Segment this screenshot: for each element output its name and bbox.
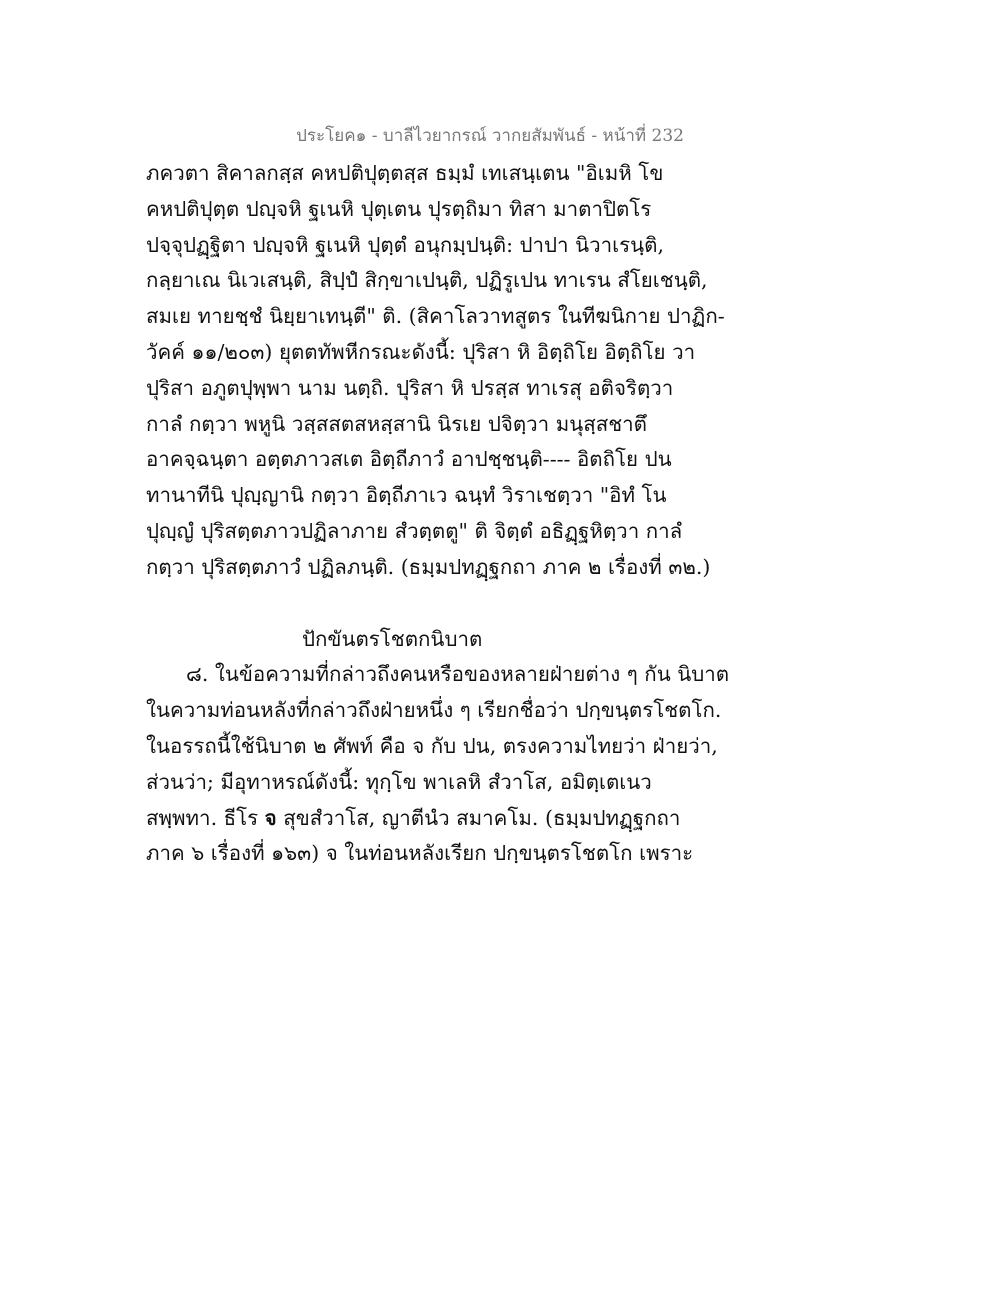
text-line: วัคค์ ๑๑/๒๐๓) ยุตตทัพหีกรณะดังนี้: ปุริสา หิ อิตฺถิโย อิตฺถิโย วา: [146, 339, 696, 364]
text-line: ๘. ในข้อความที่กล่าวถึงคนหรือของหลายฝ่ายต่าง ๆ กัน นิบาต: [186, 662, 730, 687]
text-line: ปุริสา อภูตปุพฺพา นาม นตฺถิ. ปุริสา หิ ปรสฺส ทาเรสุ อติจริตฺวา: [146, 375, 674, 400]
text-line: ปุญฺญํ ปุริสตฺตภาวปฏิลาภาย สํวตฺตตู" ติ จิตฺตํ อธิฏฺฐหิตฺวา กาลํ: [146, 518, 683, 543]
paragraph-1: [146, 156, 725, 586]
paragraph-2: [146, 657, 730, 872]
text-line: ในความท่อนหลังที่กล่าวถึงฝ่ายหนึ่ง ๆ เรียกชื่อว่า ปกฺขนฺตรโชตโก.: [146, 698, 722, 723]
paragraph-gap: [146, 586, 706, 622]
text-line: คหปติปุตฺต ปญฺจหิ ฐเนหิ ปุตฺเตน ปุรตฺถิมา ทิสา มาตาปิตโร: [146, 196, 652, 221]
document-body: [146, 156, 730, 872]
text-line: ปจฺจุปฏฺฐิตา ปญฺจหิ ฐเนหิ ปุตฺตํ อนุกมฺปนฺติ: ปาปา นิวาเรนฺติ,: [146, 232, 664, 257]
text-line: สมเย ทายชฺชํ นิยฺยาเทนฺตี" ติ. (สิคาโลวาทสูตร ในทีฆนิกาย ปาฏิก-: [146, 304, 725, 329]
text-line: ทานาทีนิ ปุญฺญานิ กตฺวา อิตฺถีภาเว ฉนฺทํ วิราเชตฺวา "อิทํ โน: [146, 483, 667, 508]
text-segment: สุขสํวาโส, ญาตีนํว สมาคโม. (ธมฺมปทฏฺฐกถา: [276, 805, 681, 830]
text-line: [146, 801, 706, 837]
section-heading: ปักขันตรโชตกนิบาต: [302, 626, 483, 651]
text-line: ส่วนว่า; มีอุทาหรณ์ดังนี้: ทุกฺโข พาเลหิ สํวาโส, อมิตฺเตเนว: [146, 769, 652, 794]
text-line: ภาค ๖ เรื่องที่ ๑๖๓) จ ในท่อนหลังเรียก ปกฺขนฺตรโชตโก เพราะ: [146, 841, 694, 866]
bold-particle: จ: [264, 805, 277, 830]
text-line: ภควตา สิคาลกสฺส คหปติปุตฺตสฺส ธมฺมํ เทเสนฺเตน "อิเมหิ โข: [146, 161, 664, 185]
text-line: กลฺยาเณ นิเวเสนฺติ, สิปฺปํ สิกฺขาเปนฺติ, ปฏิรูเปน ทาเรน สํโยเชนฺติ,: [146, 268, 708, 293]
text-line: อาคจฺฉนฺตา อตฺตภาวสเต อิตฺถีภาวํ อาปชฺชนฺติ---- อิตถิโย ปน: [146, 447, 672, 472]
running-header: ประโยค๑ - บาลีไวยากรณ์ วากยสัมพันธ์ - หน้าที่ 232: [296, 126, 684, 146]
text-segment: สพฺพทา. ธีโร: [146, 805, 265, 830]
text-line: กตฺวา ปุริสตฺตภาวํ ปฏิลภนฺติ. (ธมฺมปทฏฺฐกถา ภาค ๒ เรื่องที่ ๓๒.): [146, 554, 711, 579]
text-line: ในอรรถนี้ใช้นิบาต ๒ ศัพท์ คือ จ กับ ปน, ตรงความไทยว่า ฝ่ายว่า,: [146, 733, 718, 758]
text-line: กาลํ กตฺวา พหูนิ วสฺสสตสหสฺสานิ นิรเย ปจิตฺวา มนุสฺสชาตึ: [146, 411, 647, 436]
